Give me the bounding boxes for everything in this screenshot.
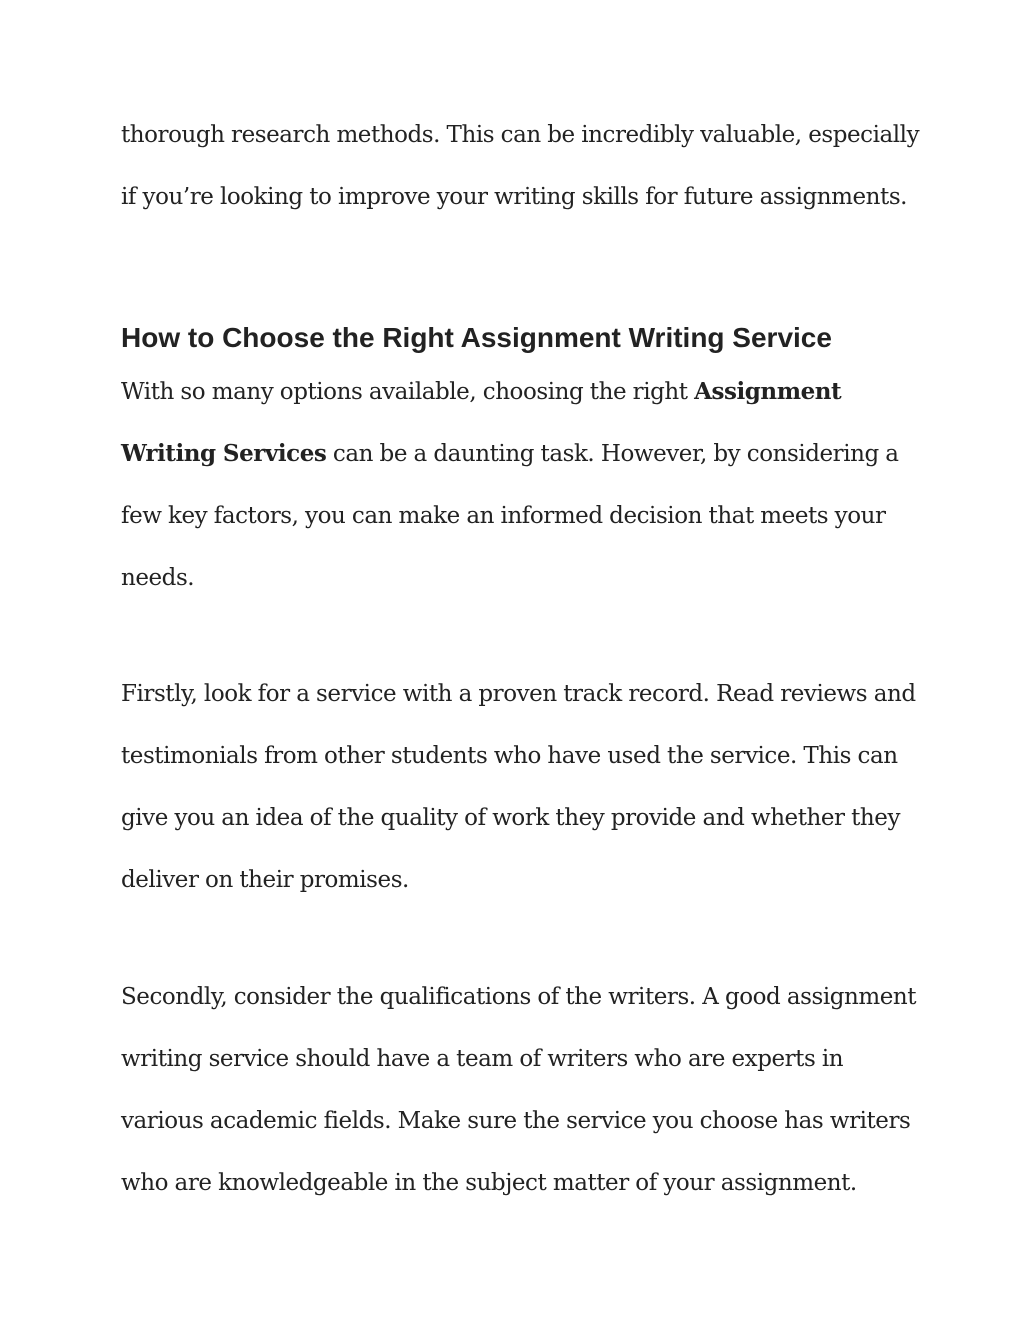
paragraph-writer-qualifications: Secondly, consider the qualifications of the writers. A good assignment writing service should have a team of writers who are experts in various academic fields. Make sure the service you choose has writers who are knowledgeable in the subject matter of your assignment.	[121, 984, 917, 1196]
paragraph-text-start: With so many options available, choosing the right	[121, 379, 695, 405]
section-heading: How to Choose the Right Assignment Writing Service	[121, 322, 832, 353]
paragraph-text-end: can be a daunting task. However, by considering a few key factors, you can make an informed decision that meets your needs.	[121, 441, 899, 591]
intro-paragraph: thorough research methods. This can be incredibly valuable, especially if you’re looking to improve your writing skills for future assignments.	[121, 122, 920, 210]
paragraph-choosing-service	[121, 361, 921, 609]
paragraph-track-record: Firstly, look for a service with a proven track record. Read reviews and testimonials from other students who have used the service. This can give you an idea of the quality of work they provide and whether they deliver on their promises.	[121, 681, 916, 893]
bold-service-name: Assignment Writing Services	[121, 378, 842, 467]
